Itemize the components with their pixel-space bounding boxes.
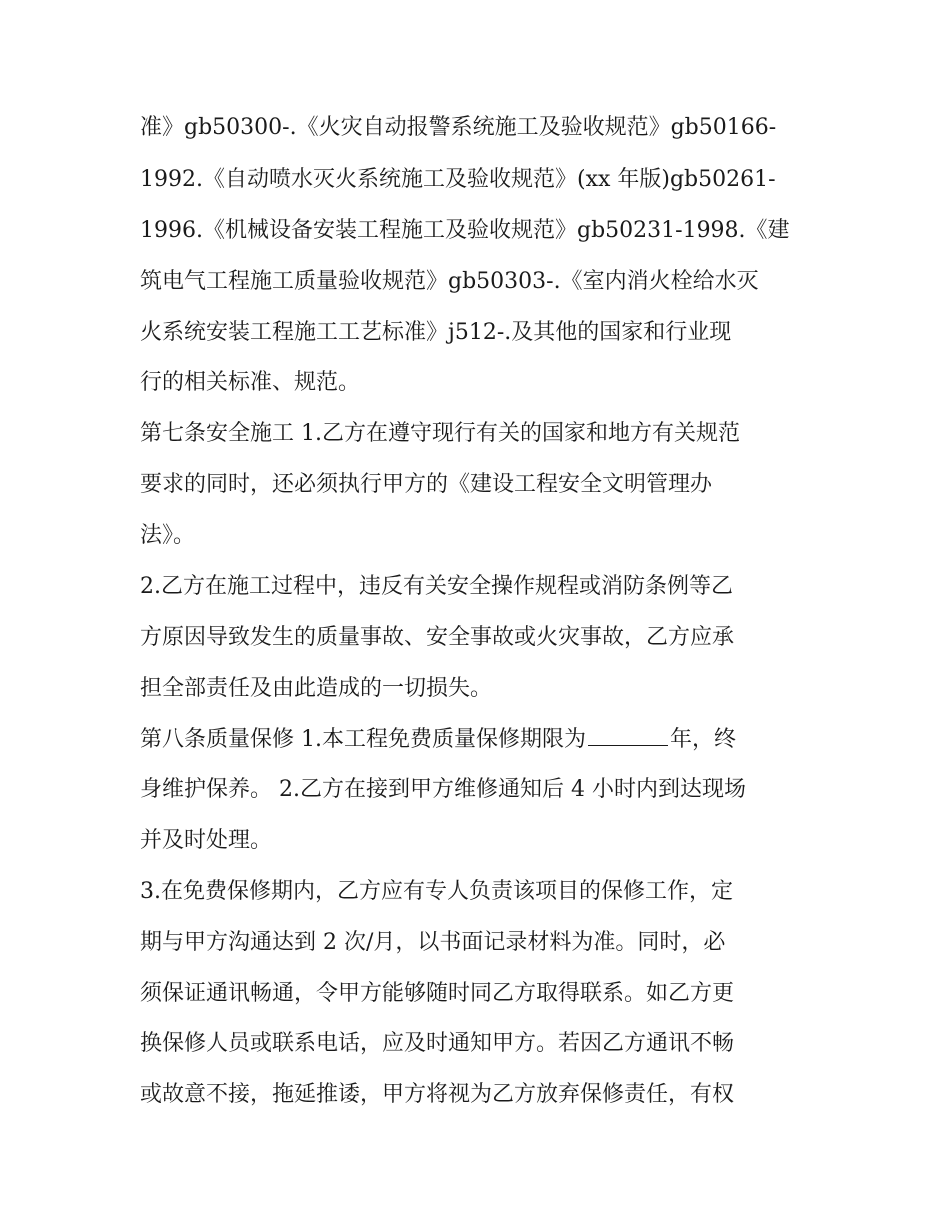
text-line: 火系统安装工程施工工艺标准》j512-.及其他的国家和行业现 xyxy=(140,320,732,345)
article-8-heading-line xyxy=(140,720,820,760)
text-line: 并及时处理。 xyxy=(140,828,273,853)
text-line: 准》gb50300-.《火灾自动报警系统施工及验收规范》gb50166- xyxy=(140,115,777,140)
text-line: 要求的同时，还必须执行甲方的《建设工程安全文明管理办 xyxy=(140,472,713,497)
warranty-text-after: 年，终 xyxy=(670,727,737,752)
text-line: 换保修人员或联系电话，应及时通知甲方。若因乙方通讯不畅 xyxy=(140,1031,735,1056)
text-line: 3.在免费保修期内，乙方应有专人负责该项目的保修工作，定 xyxy=(140,879,733,904)
text-line: 1996.《机械设备安装工程施工及验收规范》gb50231-1998.《建 xyxy=(140,218,790,243)
text-line: 或故意不接，拖延推诿，甲方将视为乙方放弃保修责任，有权 xyxy=(140,1082,735,1107)
text-line: 须保证通讯畅通，令甲方能够随时同乙方取得联系。如乙方更 xyxy=(140,981,735,1006)
text-line: 筑电气工程施工质量验收规范》gb50303-.《室内消火栓给水灭 xyxy=(140,269,759,294)
text-line: 期与甲方沟通达到 2 次/月，以书面记录材料为准。同时，必 xyxy=(140,930,726,955)
warranty-text-before: 第八条质量保修 1.本工程免费质量保修期限为 xyxy=(140,727,586,752)
article-7-heading-line: 第七条安全施工 1.乙方在遵守现行有关的国家和地方有关规范 xyxy=(140,421,740,446)
text-line: 身维护保养。 2.乙方在接到甲方维修通知后 4 小时内到达现场 xyxy=(140,777,746,802)
warranty-period-blank[interactable] xyxy=(588,723,668,746)
text-line: 法》。 xyxy=(140,523,196,548)
text-line: 行的相关标准、规范。 xyxy=(140,370,361,395)
text-line: 担全部责任及由此造成的一切损失。 xyxy=(140,676,493,701)
text-line: 2.乙方在施工过程中，违反有关安全操作规程或消防条例等乙 xyxy=(140,574,733,599)
text-line: 1992.《自动喷水灭火系统施工及验收规范》(xx 年版)gb50261- xyxy=(140,167,776,192)
text-line: 方原因导致发生的质量事故、安全事故或火灾事故，乙方应承 xyxy=(140,625,735,650)
